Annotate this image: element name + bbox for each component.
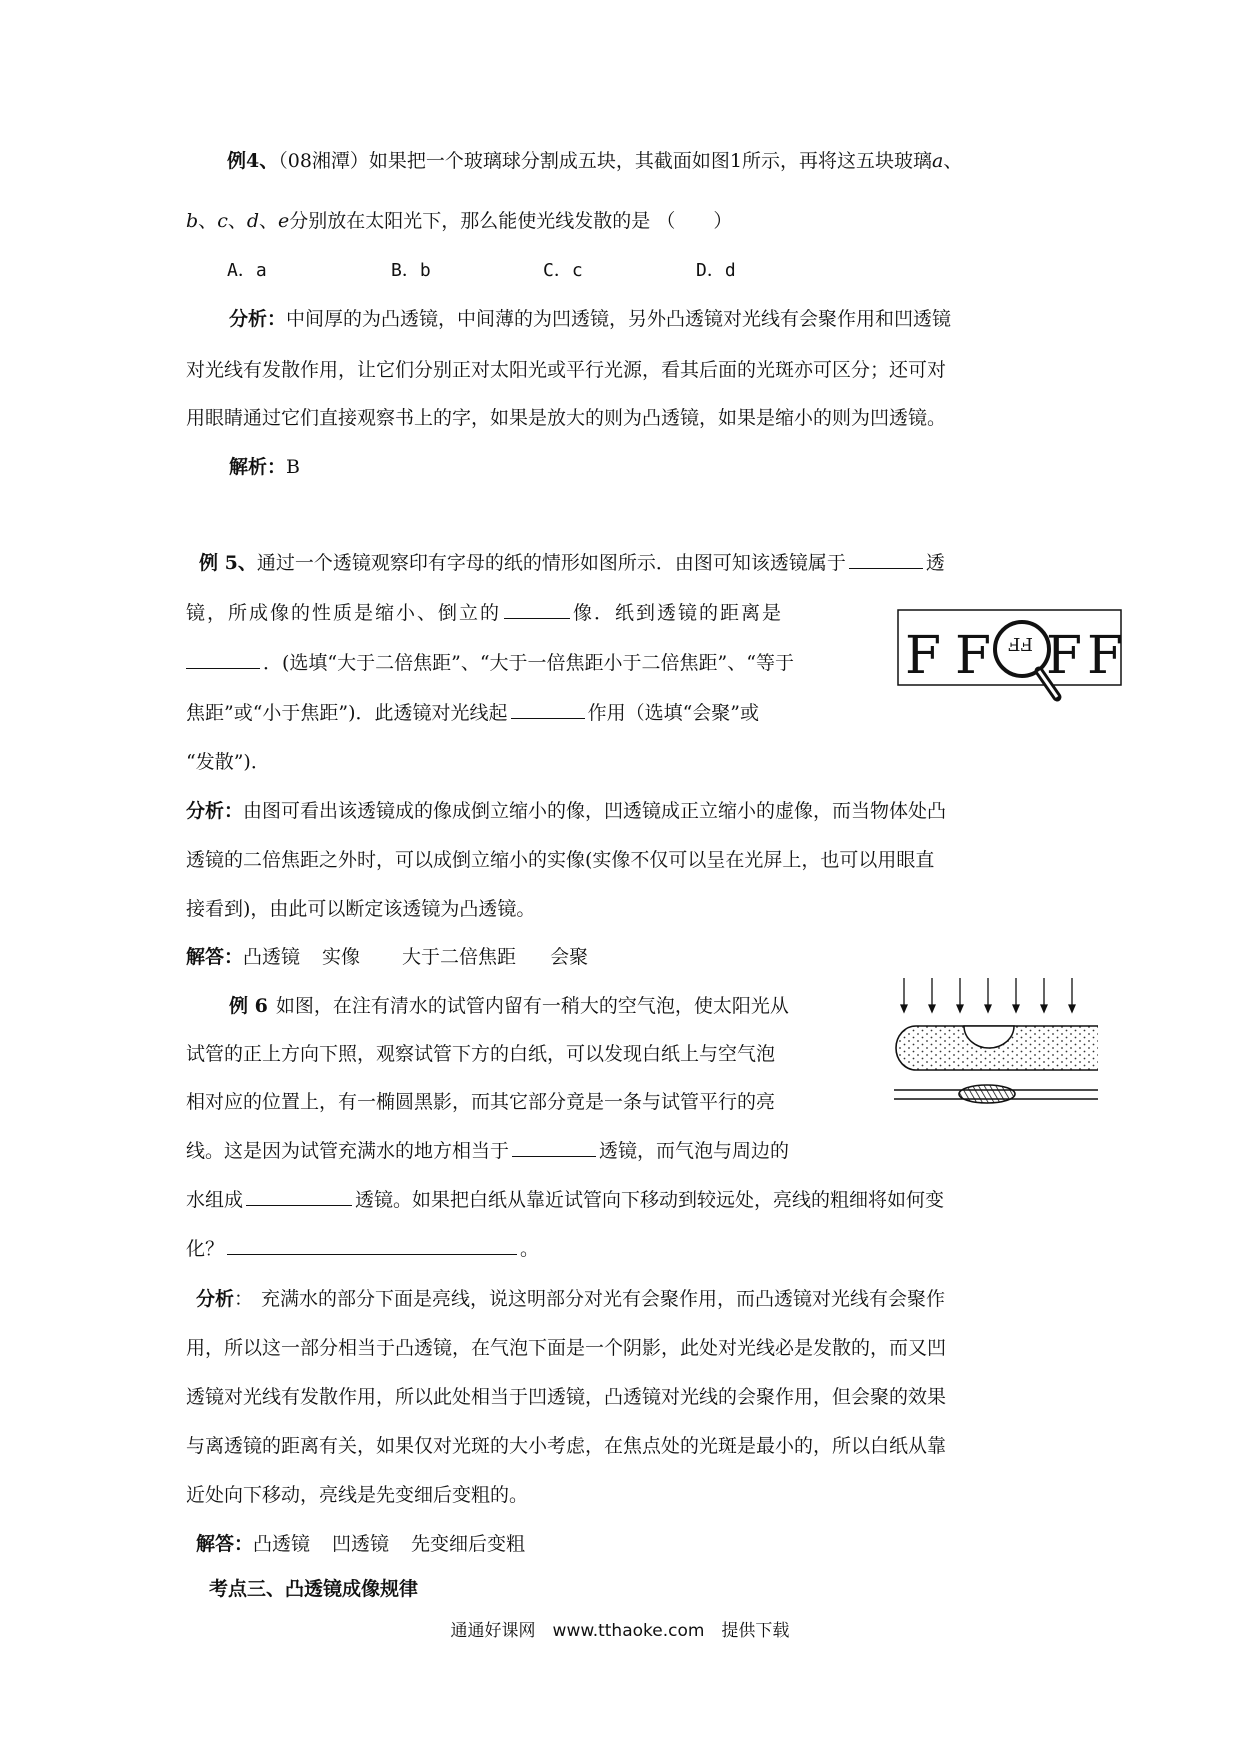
blank-1[interactable] xyxy=(849,567,923,569)
ex6-text-6b: 。 xyxy=(520,1238,540,1260)
ex5-line-4 xyxy=(186,704,759,723)
ex5-line-5: “发散”)． xyxy=(186,751,270,773)
ex6-text-5a: 水组成 xyxy=(186,1189,244,1211)
ex6-heading: 例 6 xyxy=(229,995,268,1017)
option-b: B．b xyxy=(391,260,431,281)
sep: 、 xyxy=(943,150,963,172)
ex6-text-4a: 线。这是因为试管充满水的地方相当于 xyxy=(186,1140,510,1162)
arrow-head-6 xyxy=(1041,1005,1047,1012)
arrow-head-2 xyxy=(929,1005,935,1012)
ex6-figure xyxy=(880,976,1100,1126)
ex6-line-6 xyxy=(186,1240,539,1259)
blank-3[interactable] xyxy=(186,667,260,669)
answer-label: 解答： xyxy=(196,1533,254,1555)
arrow-head-4 xyxy=(985,1005,991,1012)
arrow-head-1 xyxy=(901,1005,907,1012)
option-d: D．d xyxy=(696,260,736,281)
ex5-text-4a: 焦距”或“小于焦距”)．此透镜对光线起 xyxy=(186,702,508,724)
ex4-text-1: （08湘潭）如果把一个玻璃球分割成五块，其截面如图1所示，再将这五块玻璃 xyxy=(278,150,933,172)
ex6-line-1 xyxy=(229,997,789,1016)
blank-7[interactable] xyxy=(227,1253,517,1255)
ex6-text-5b: 透镜。如果把白纸从靠近试管向下移动到较远处，亮线的粗细将如何变 xyxy=(355,1189,945,1211)
ex6-text-6a: 化？ xyxy=(186,1238,225,1260)
answer-2: 凹透镜 xyxy=(332,1533,390,1555)
sep: 、 xyxy=(198,210,218,232)
var-a: a xyxy=(932,150,944,172)
letter-f-1: F xyxy=(905,626,942,686)
answer-2: 实像 xyxy=(322,946,361,968)
answer-3: 大于二倍焦距 xyxy=(402,946,517,968)
ex5-answer xyxy=(186,948,588,967)
answer-label: 解答： xyxy=(186,946,244,968)
ex6-answer xyxy=(196,1535,525,1554)
ex6-line-2: 试管的正上方向下照，观察试管下方的白纸，可以发现白纸上与空气泡 xyxy=(186,1043,776,1065)
ex5-text-4b: 作用（选填“会聚”或 xyxy=(587,702,759,724)
ex5-analysis-3: 接看到)，由此可以断定该透镜为凸透镜。 xyxy=(186,898,536,920)
analysis-label: 分析： xyxy=(186,800,244,822)
analysis-text: 中间厚的为凸透镜，中间薄的为凹透镜，另外凸透镜对光线有会聚作用和凹透镜 xyxy=(286,308,952,330)
ex6-text-1: 如图，在注有清水的试管内留有一稍大的空气泡，使太阳光从 xyxy=(275,995,789,1017)
ex4-text-2: 分别放在太阳光下，那么能使光线发散的是 （ ） xyxy=(289,210,733,232)
lens-image-letters: FF xyxy=(1008,633,1033,654)
arrow-head-3 xyxy=(957,1005,963,1012)
var-b: b xyxy=(186,210,199,232)
blank-6[interactable] xyxy=(246,1204,352,1206)
letter-f-4: F xyxy=(1087,626,1124,686)
ex4-analysis-1 xyxy=(229,310,951,329)
solution-value: B xyxy=(286,456,300,478)
ex5-text-2b: 像．纸到透镜的距离是 xyxy=(573,602,784,624)
analysis-label: 分析 xyxy=(196,1288,235,1310)
ex6-analysis-1 xyxy=(196,1290,945,1309)
sep: 、 xyxy=(259,210,279,232)
ex4-solution xyxy=(229,458,300,477)
ex5-line-1 xyxy=(199,554,945,573)
option-a: A．a xyxy=(227,260,267,281)
ex5-analysis-1 xyxy=(186,802,946,821)
ex5-text-3: ．(选填“大于二倍焦距”、“大于一倍焦距小于二倍焦距”、“等于 xyxy=(263,652,794,674)
answer-1: 凸透镜 xyxy=(243,946,301,968)
blank-2[interactable] xyxy=(504,617,570,619)
ex4-analysis-3: 用眼睛通过它们直接观察书上的字，如果是放大的则为凸透镜，如果是缩小的则为凹透镜。 xyxy=(186,407,947,429)
ex5-text-1b: 透 xyxy=(925,552,945,574)
ex5-line-2 xyxy=(186,604,783,623)
ex6-analysis-2: 用，所以这一部分相当于凸透镜，在气泡下面是一个阴影，此处对光线必是发散的，而又凹 xyxy=(186,1337,947,1359)
ex5-figure xyxy=(897,609,1137,709)
ex6-text-4b: 透镜，而气泡与周边的 xyxy=(599,1140,790,1162)
blank-5[interactable] xyxy=(512,1155,596,1157)
ex6-analysis-4: 与离透镜的距离有关，如果仅对光斑的大小考虑，在焦点处的光斑是最小的，所以白纸从靠 xyxy=(186,1435,947,1457)
var-e: e xyxy=(278,210,290,232)
ex6-line-4 xyxy=(186,1142,789,1161)
section-title: 考点三、凸透镜成像规律 xyxy=(209,1578,419,1600)
letter-f-3: F xyxy=(1046,626,1083,686)
ex5-text-2a: 镜，所成像的性质是缩小、倒立的 xyxy=(186,602,502,624)
dark-shadow xyxy=(959,1085,1015,1103)
letter-f-2: F xyxy=(955,626,992,686)
answer-1: 凸透镜 xyxy=(253,1533,311,1555)
analysis-text: 充满水的部分下面是亮线，说这明部分对光有会聚作用，而凸透镜对光线有会聚作 xyxy=(261,1288,946,1310)
ex5-line-3 xyxy=(186,654,794,673)
solution-label: 解析： xyxy=(229,456,287,478)
var-c: c xyxy=(217,210,228,232)
ex4-line-2 xyxy=(186,212,732,231)
ex5-text-1a: 通过一个透镜观察印有字母的纸的情形如图所示．由图可知该透镜属于 xyxy=(256,552,846,574)
ex4-line-1 xyxy=(227,152,962,171)
arrow-head-7 xyxy=(1069,1005,1075,1012)
ex5-heading: 例 5、 xyxy=(199,552,257,574)
analysis-text: 由图可看出该透镜成的像成倒立缩小的像，凹透镜成正立缩小的虚像，而当物体处凸 xyxy=(243,800,947,822)
analysis-colon: ： xyxy=(234,1288,254,1310)
sep: 、 xyxy=(227,210,247,232)
ex4-analysis-2: 对光线有发散作用，让它们分别正对太阳光或平行光源，看其后面的光斑亦可区分；还可对 xyxy=(186,359,947,381)
footer-text: 通通好课网 www.tthaoke.com 提供下载 xyxy=(450,1621,790,1641)
answer-4: 会聚 xyxy=(550,946,589,968)
ex4-heading: 例4、 xyxy=(227,150,279,172)
sunlight-arrows xyxy=(901,978,1075,1012)
ex5-analysis-2: 透镜的二倍焦距之外时，可以成倒立缩小的实像(实像不仅可以呈在光屏上，也可以用眼直 xyxy=(186,849,935,871)
var-d: d xyxy=(246,210,260,232)
blank-4[interactable] xyxy=(511,717,585,719)
arrow-head-5 xyxy=(1013,1005,1019,1012)
ex6-analysis-5: 近处向下移动，亮线是先变细后变粗的。 xyxy=(186,1484,529,1506)
option-c: C．c xyxy=(543,260,583,281)
ex6-line-3: 相对应的位置上，有一椭圆黑影，而其它部分竟是一条与试管平行的亮 xyxy=(186,1091,776,1113)
ex6-analysis-3: 透镜对光线有发散作用，所以此处相当于凹透镜，凸透镜对光线的会聚作用，但会聚的效果 xyxy=(186,1386,947,1408)
ex6-line-5 xyxy=(186,1191,944,1210)
analysis-label: 分析： xyxy=(229,308,287,330)
answer-3: 先变细后变粗 xyxy=(411,1533,526,1555)
